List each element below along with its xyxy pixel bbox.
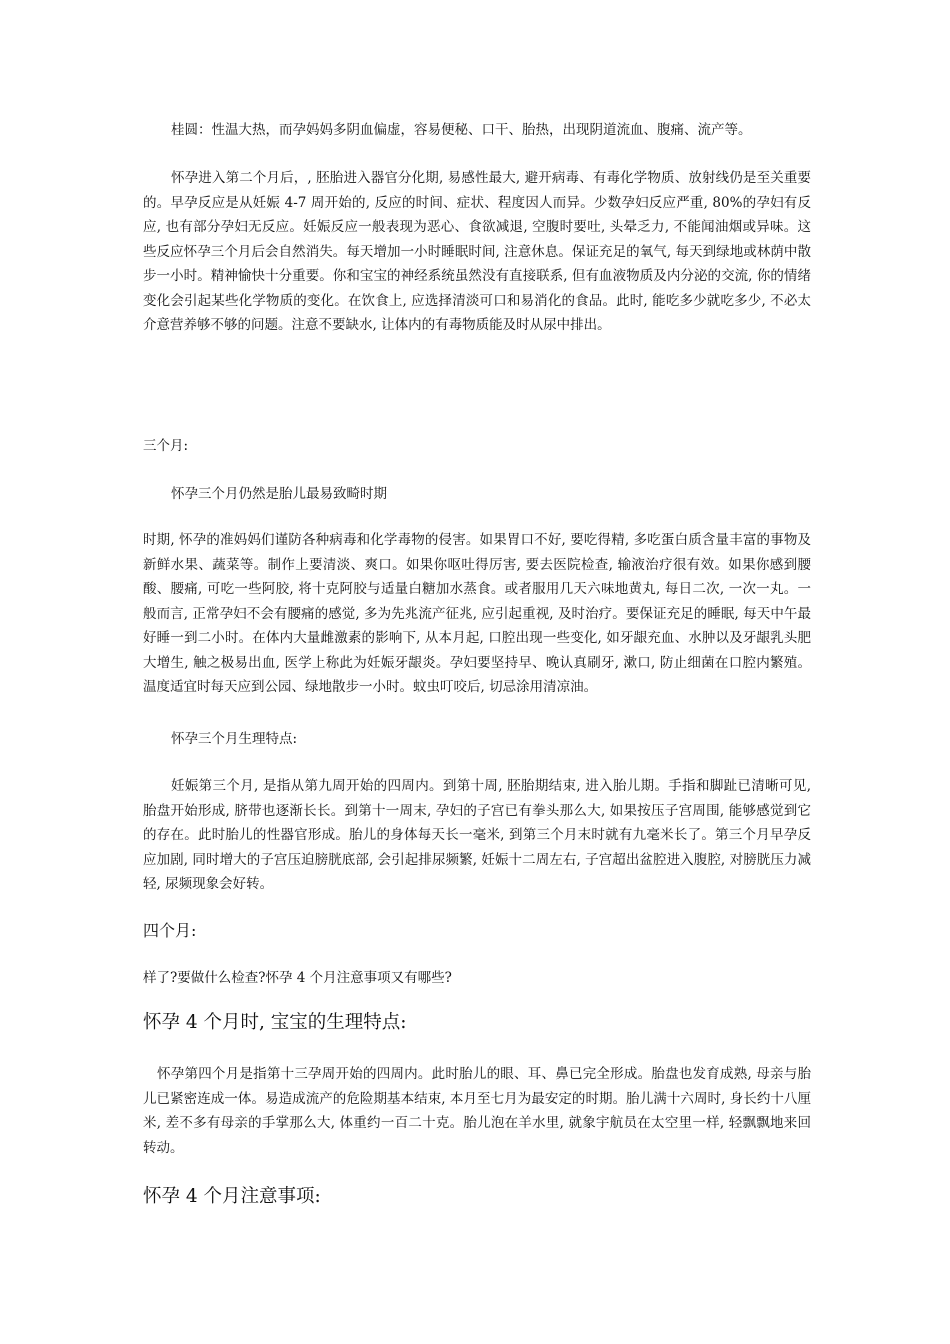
heading-month4: 四个月: <box>143 921 197 940</box>
paragraph-month3-physio: 妊娠第三个月, 是指从第九周开始的四周内。到第十周, 胚胎期结束, 进入胎儿期。手指和脚趾已清晰可见, 胎盘开始形成, 脐带也逐渐长长。到第十一周末, 孕妇的子宫已有拳头那么大, 如果按压子宫周围, 能够感觉到它的存在。此时胎儿的性器官形成。胎儿的身体每天长一毫米, 到第三个月末时就有九毫米长了。第三个月早孕反应加剧, 同时增大的子宫压迫膀胱底部, 会引起排尿频繁, 妊娠十二周左右, 子宫超出盆腔进入腹腔, 对膀胱压力减轻, 尿频现象会好转。 <box>143 778 811 892</box>
paragraph-guiyuan: 桂圆：性温大热，而孕妈妈多阴血偏虚，容易便秘、口干、胎热，出现阴道流血、腹痛、流产等。 <box>171 122 752 138</box>
paragraph-month4-question: 样了?要做什么检查?怀孕 4 个月注意事项又有哪些? <box>143 970 452 986</box>
paragraph-month3-physio-title: 怀孕三个月生理特点: <box>171 731 298 747</box>
paragraph-month2: 怀孕进入第二个月后，, 胚胎进入器官分化期, 易感性最大, 避开病毒、有毒化学物质、放射线仍是至关重要的。早孕反应是从妊娠 4-7 周开始的, 反应的时间、症状、程度因人而异。少数孕妇反应严重, 80%的孕妇有反应, 也有部分孕妇无反应。妊娠反应一般表现为恶心、食欲减退, 空腹时要吐, 头晕乏力, 不能闻油烟或异味。这些反应怀孕三个月后会自然消失。每天增加一小时睡眠时间, 注意休息。保证充足的氧气, 每天到绿地或林荫中散步一小时。精神愉快十分重要。你和宝宝的神经系统虽然没有直接联系, 但有血液物质及内分泌的交流, 你的情绪变化会引起某些化学物质的变化。在饮食上, 应选择清淡可口和易消化的食品。此时, 能吃多少就吃多少, 不必太介意营养够不够的问题。注意不要缺水, 让体内的有毒物质能及时从尿中排出。 <box>143 170 811 333</box>
paragraph-month3-care: 时期, 怀孕的准妈妈们谨防各种病毒和化学毒物的侵害。如果胃口不好, 要吃得精, 多吃蛋白质含量丰富的事物及新鲜水果、蔬菜等。制作上要清淡、爽口。如果你呕吐得厉害, 要去医院检查, 输液治疗很有效。如果你感到腰酸、腰痛, 可吃一些阿胶, 将十克阿胶与适量白糖加水蒸食。或者服用几天六味地黄丸, 每日二次, 一次一丸。一般而言, 正常孕妇不会有腰痛的感觉, 多为先兆流产征兆, 应引起重视, 及时治疗。要保证充足的睡眠, 每天中午最好睡一到二小时。在体内大量雌激素的影响下, 从本月起, 口腔出现一些变化, 如牙龈充血、水肿以及牙龈乳头肥大增生, 触之极易出血, 医学上称此为妊娠牙龈炎。孕妇要坚持早、晚认真刷牙, 漱口, 防止细菌在口腔内繁殖。温度适宜时每天应到公园、绿地散步一小时。蚊虫叮咬后, 切忌涂用清凉油。 <box>143 532 811 695</box>
heading-month4-notes: 怀孕 4 个月注意事项: <box>143 1186 321 1207</box>
paragraph-month4-physio: 怀孕第四个月是指第十三孕周开始的四周内。此时胎儿的眼、耳、鼻已完全形成。胎盘也发育成熟, 母亲与胎儿已紧密连成一体。易造成流产的危险期基本结束, 本月至七月为最安定的时期。胎儿满十六周时, 身长约十八厘米, 差不多有母亲的手掌那么大, 体重约一百二十克。胎儿泡在羊水里, 就象宇航员在太空里一样, 轻飘飘地来回转动。 <box>143 1066 811 1156</box>
heading-month4-physio: 怀孕 4 个月时, 宝宝的生理特点: <box>143 1012 407 1033</box>
heading-month3: 三个月: <box>143 438 189 454</box>
paragraph-month3-intro: 怀孕三个月仍然是胎儿最易致畸时期 <box>171 486 387 502</box>
